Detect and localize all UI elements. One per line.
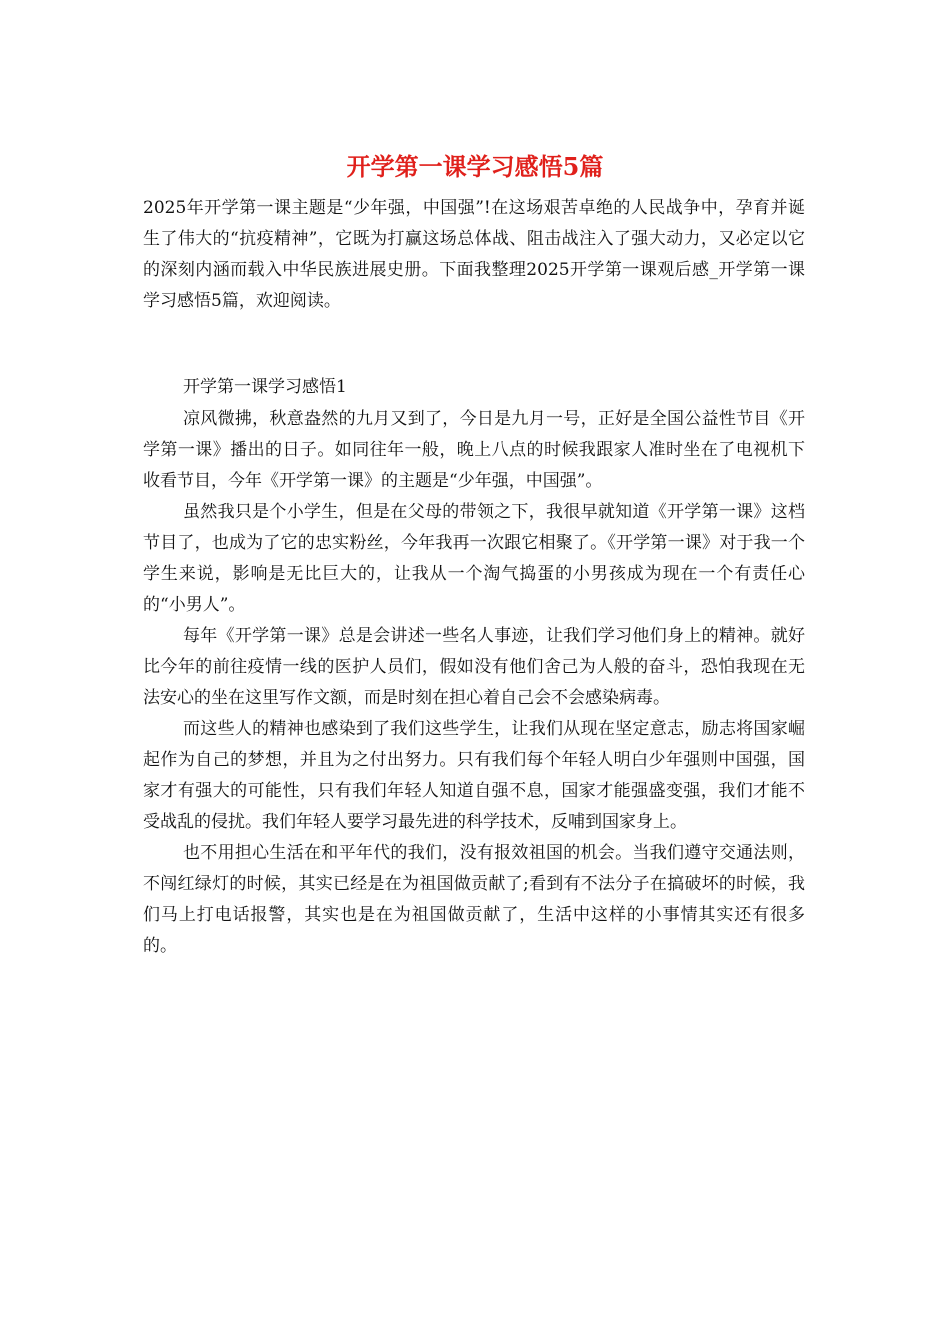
document-title: 开学第一课学习感悟5篇 (346, 152, 604, 181)
body-paragraph-2: 虽然我只是个小学生，但是在父母的带领之下，我很早就知道《开学第一课》这档节目了，也成为了它的忠实粉丝，今年我再一次跟它相聚了。《开学第一课》对于我一个学生来说，影响是无比巨大的，让我从一个淘气捣蛋的小男孩成为现在一个有责任心的“小男人”。 (143, 502, 805, 615)
body-paragraph-4: 而这些人的精神也感染到了我们这些学生，让我们从现在坚定意志，励志将国家崛起作为自己的梦想，并且为之付出努力。只有我们每个年轻人明白少年强则中国强，国家才有强大的可能性，只有我们年轻人知道自强不息，国家才能强盛变强，我们才能不受战乱的侵扰。我们年轻人要学习最先进的科学技术，反哺到国家身上。 (143, 719, 805, 832)
section-heading: 开学第一课学习感悟1 (183, 377, 347, 397)
section-1 (143, 372, 805, 962)
intro-block (143, 193, 805, 317)
body-paragraph-3: 每年《开学第一课》总是会讲述一些名人事迹，让我们学习他们身上的精神。就好比今年的前往疫情一线的医护人员们，假如没有他们舍己为人般的奋斗，恐怕我现在无法安心的坐在这里写作文额，而是时刻在担心着自己会不会感染病毒。 (143, 626, 805, 708)
body-paragraph-5: 也不用担心生活在和平年代的我们，没有报效祖国的机会。当我们遵守交通法则，不闯红绿灯的时候，其实已经是在为祖国做贡献了;看到有不法分子在搞破坏的时候，我们马上打电话报警，其实也是在为祖国做贡献了，生活中这样的小事情其实还有很多的。 (143, 843, 805, 956)
intro-paragraph: 2025年开学第一课主题是“少年强，中国强”!在这场艰苦卓绝的人民战争中，孕育并诞生了伟大的“抗疫精神”，它既为打赢这场总体战、阻击战注入了强大动力，又必定以它的深刻内涵而载入中华民族进展史册。下面我整理2025开学第一课观后感_开学第一课学习感悟5篇，欢迎阅读。 (143, 198, 805, 311)
body-paragraph-1: 凉风微拂，秋意盎然的九月又到了，今日是九月一号，正好是全国公益性节目《开学第一课》播出的日子。如同往年一般，晚上八点的时候我跟家人准时坐在了电视机下收看节目，今年《开学第一课》的主题是“少年强，中国强”。 (143, 409, 805, 491)
